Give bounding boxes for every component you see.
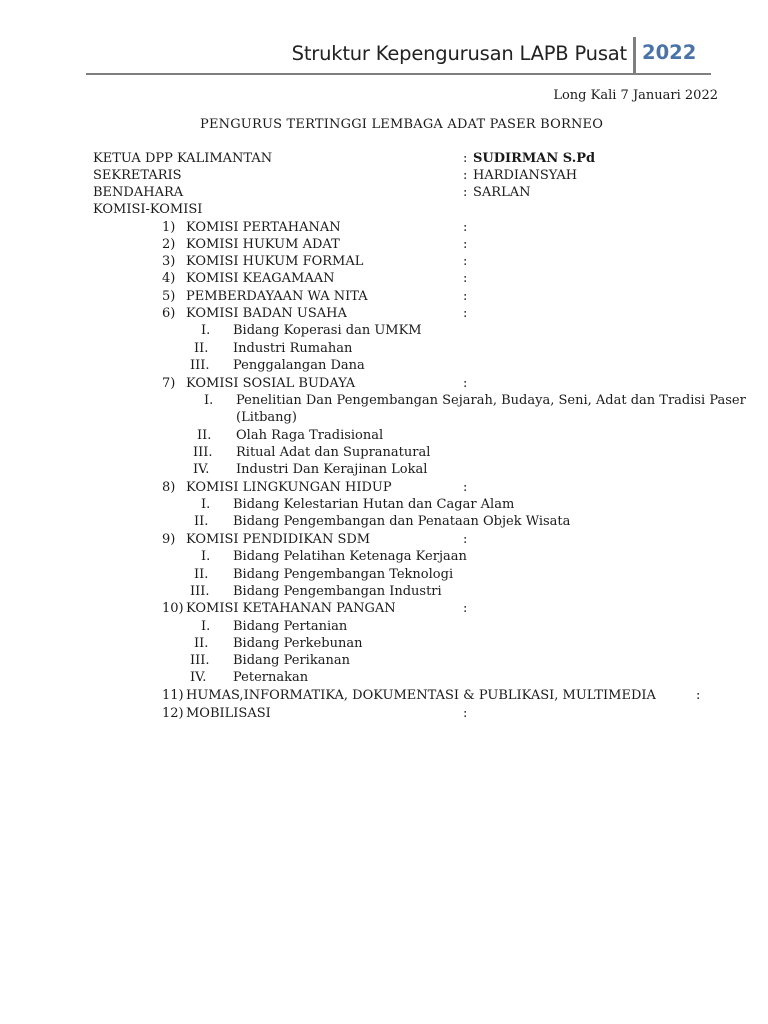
officer-name: SUDIRMAN S.Pd	[473, 151, 596, 166]
komisi-number: 7)	[162, 376, 176, 391]
officer-role: SEKRETARIS	[93, 168, 182, 183]
komisi-number: 1)	[162, 220, 176, 235]
sub-item-label: Industri Dan Kerajinan Lokal	[236, 462, 428, 477]
komisi-label: KOMISI PENDIDIKAN SDM	[186, 532, 371, 547]
komisi-colon: :	[463, 706, 468, 721]
officer-name: HARDIANSYAH	[473, 168, 578, 183]
komisi-number: 4)	[162, 271, 176, 286]
header-divider	[633, 37, 636, 74]
sub-item-label: Olah Raga Tradisional	[236, 428, 384, 443]
komisi-colon: :	[463, 601, 468, 616]
officer-role: BENDAHARA	[93, 185, 184, 200]
sub-item-number: III.	[190, 653, 210, 668]
komisi-label: KOMISI SOSIAL BUDAYA	[186, 376, 356, 391]
sub-item-label: Bidang Koperasi dan UMKM	[233, 323, 422, 338]
header-year: 2022	[642, 41, 697, 64]
sub-item-number: I.	[204, 393, 214, 408]
sub-item-label: Ritual Adat dan Supranatural	[236, 445, 431, 460]
sub-item-number: III.	[190, 584, 210, 599]
komisi-label: KOMISI PERTAHANAN	[186, 220, 341, 235]
sub-item-label: Penggalangan Dana	[233, 358, 365, 373]
officer-colon: :	[463, 168, 468, 183]
sub-item-number: II.	[194, 636, 209, 651]
sub-item-label: Bidang Perikanan	[233, 653, 350, 668]
komisi-number: 11)	[162, 688, 184, 703]
komisi-number: 10)	[162, 601, 184, 616]
komisi-label: KOMISI BADAN USAHA	[186, 306, 347, 321]
komisi-label: KOMISI HUKUM ADAT	[186, 237, 340, 252]
komisi-label: MOBILISASI	[186, 706, 271, 721]
komisi-number: 9)	[162, 532, 176, 547]
sub-item-label: Bidang Pengembangan Teknologi	[233, 567, 454, 582]
komisi-number: 2)	[162, 237, 176, 252]
sub-item-label: Bidang Pertanian	[233, 619, 348, 634]
sub-item-number: III.	[190, 358, 210, 373]
sub-item-number: II.	[197, 428, 212, 443]
officer-name: SARLAN	[473, 185, 531, 200]
komisi-colon: :	[463, 271, 468, 286]
sub-item-number: I.	[201, 497, 211, 512]
komisi-label: KOMISI HUKUM FORMAL	[186, 254, 364, 269]
komisi-number: 12)	[162, 706, 184, 721]
komisi-colon: :	[463, 480, 468, 495]
sub-item-label: Bidang Pelatihan Ketenaga Kerjaan	[233, 549, 467, 564]
komisi-colon: :	[463, 306, 468, 321]
sub-item-label: Peternakan	[233, 670, 309, 685]
document-header	[86, 37, 711, 75]
sub-item-number: II.	[194, 567, 209, 582]
sub-item-number: IV.	[193, 462, 210, 477]
komisi-colon: :	[463, 220, 468, 235]
officer-colon: :	[463, 185, 468, 200]
komisi-colon: :	[463, 289, 468, 304]
officer-role: KETUA DPP KALIMANTAN	[93, 151, 273, 166]
komisi-label: KOMISI LINGKUNGAN HIDUP	[186, 480, 392, 495]
sub-item-number: III.	[193, 445, 213, 460]
officer-colon: :	[463, 151, 468, 166]
komisi-label: KOMISI KETAHANAN PANGAN	[186, 601, 396, 616]
sub-item-label: Bidang Perkebunan	[233, 636, 363, 651]
sub-item-label-continued: (Litbang)	[236, 410, 297, 425]
sub-item-label: Industri Rumahan	[233, 341, 353, 356]
sub-item-number: II.	[194, 341, 209, 356]
komisi-colon: :	[463, 237, 468, 252]
komisi-label: HUMAS,INFORMATIKA, DOKUMENTASI & PUBLIKASI, MULTIMEDIA	[186, 688, 656, 703]
sub-item-number: I.	[201, 549, 211, 564]
komisi-label: PEMBERDAYAAN WA NITA	[186, 289, 368, 304]
sub-item-number: II.	[194, 514, 209, 529]
sub-item-number: I.	[201, 619, 211, 634]
komisi-number: 5)	[162, 289, 176, 304]
komisi-colon: :	[463, 532, 468, 547]
komisi-heading: KOMISI-KOMISI	[93, 202, 203, 217]
document-title: PENGURUS TERTINGGI LEMBAGA ADAT PASER BORNEO	[200, 117, 604, 132]
place-date: Long Kali 7 Januari 2022	[553, 88, 718, 103]
komisi-colon: :	[463, 376, 468, 391]
sub-item-label: Bidang Pengembangan Industri	[233, 584, 442, 599]
komisi-label: KOMISI KEAGAMAAN	[186, 271, 335, 286]
sub-item-number: IV.	[190, 670, 207, 685]
sub-item-label: Bidang Kelestarian Hutan dan Cagar Alam	[233, 497, 515, 512]
sub-item-label: Penelitian Dan Pengembangan Sejarah, Budaya, Seni, Adat dan Tradisi Paser	[236, 393, 746, 408]
komisi-colon: :	[696, 688, 701, 703]
komisi-number: 8)	[162, 480, 176, 495]
header-title: Struktur Kepengurusan LAPB Pusat	[291, 42, 627, 65]
sub-item-number: I.	[201, 323, 211, 338]
komisi-number: 3)	[162, 254, 176, 269]
sub-item-label: Bidang Pengembangan dan Penataan Objek Wisata	[233, 514, 571, 529]
komisi-number: 6)	[162, 306, 176, 321]
komisi-colon: :	[463, 254, 468, 269]
